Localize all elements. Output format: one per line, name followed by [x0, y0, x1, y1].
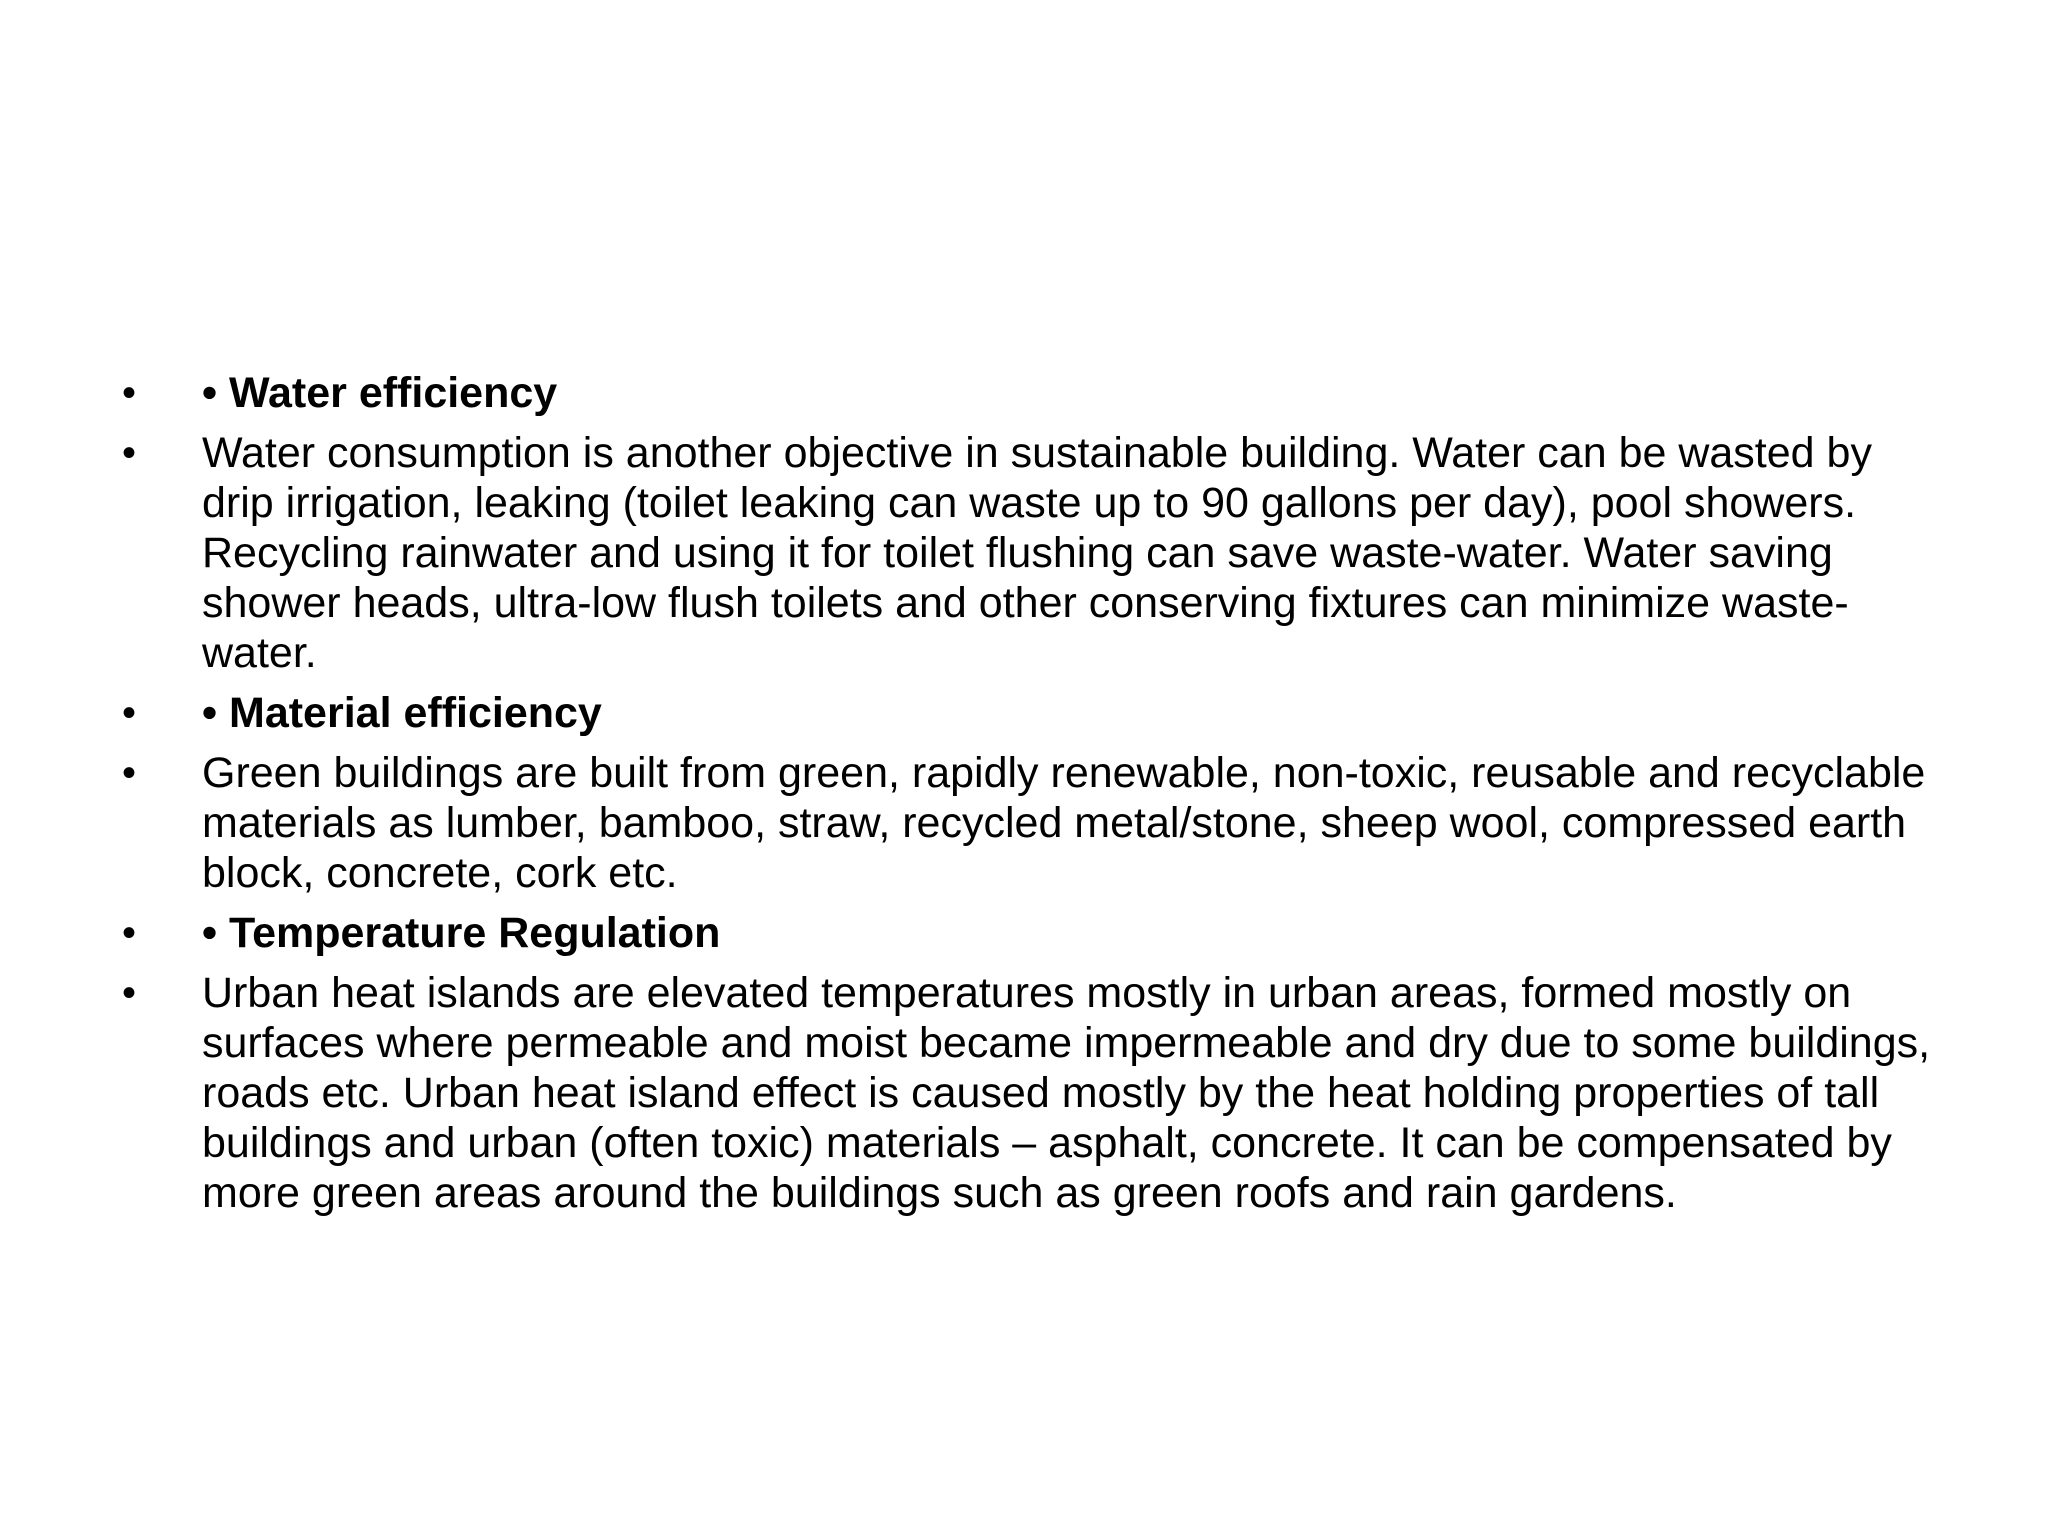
bullet-marker: • — [122, 751, 137, 795]
bullet-marker: • — [122, 371, 137, 415]
bullet-item-water-heading — [122, 368, 1952, 418]
section-heading-material-efficiency: • Material efficiency — [202, 689, 602, 737]
bullet-item-material-heading — [122, 688, 1952, 738]
bullet-item-water-body — [122, 428, 1952, 678]
paragraph-water-efficiency: Water consumption is another objective in sustainable building. Water can be wasted by drip irrigation, leaking (toilet leaking can waste up to 90 gallons per day), pool showers. Recycling rainwater and using it for toilet flushing can save waste-water. Water saving shower heads, ultra-low flush toilets and other conserving fixtures can minimize waste-water. — [202, 429, 1872, 677]
bullet-item-temperature-body — [122, 968, 1952, 1218]
bullet-marker: • — [122, 971, 137, 1015]
bullet-marker: • — [122, 911, 137, 955]
bullet-item-material-body — [122, 748, 1952, 898]
bullet-marker: • — [122, 431, 137, 475]
bullet-item-temperature-heading — [122, 908, 1952, 958]
bullet-marker: • — [122, 691, 137, 735]
section-heading-temperature-regulation: • Temperature Regulation — [202, 909, 721, 957]
bullet-list — [122, 368, 1952, 1228]
paragraph-material-efficiency: Green buildings are built from green, rapidly renewable, non-toxic, reusable and recyclable materials as lumber, bamboo, straw, recycled metal/stone, sheep wool, compressed earth block, concrete, cork etc. — [202, 749, 1926, 897]
paragraph-temperature-regulation: Urban heat islands are elevated temperatures mostly in urban areas, formed mostly on surfaces where permeable and moist became impermeable and dry due to some buildings, roads etc. Urban heat island effect is caused mostly by the heat holding properties of tall buildings and urban (often toxic) materials – asphalt, concrete. It can be compensated by more green areas around the buildings such as green roofs and rain gardens. — [202, 969, 1931, 1217]
section-heading-water-efficiency: • Water efficiency — [202, 369, 558, 417]
